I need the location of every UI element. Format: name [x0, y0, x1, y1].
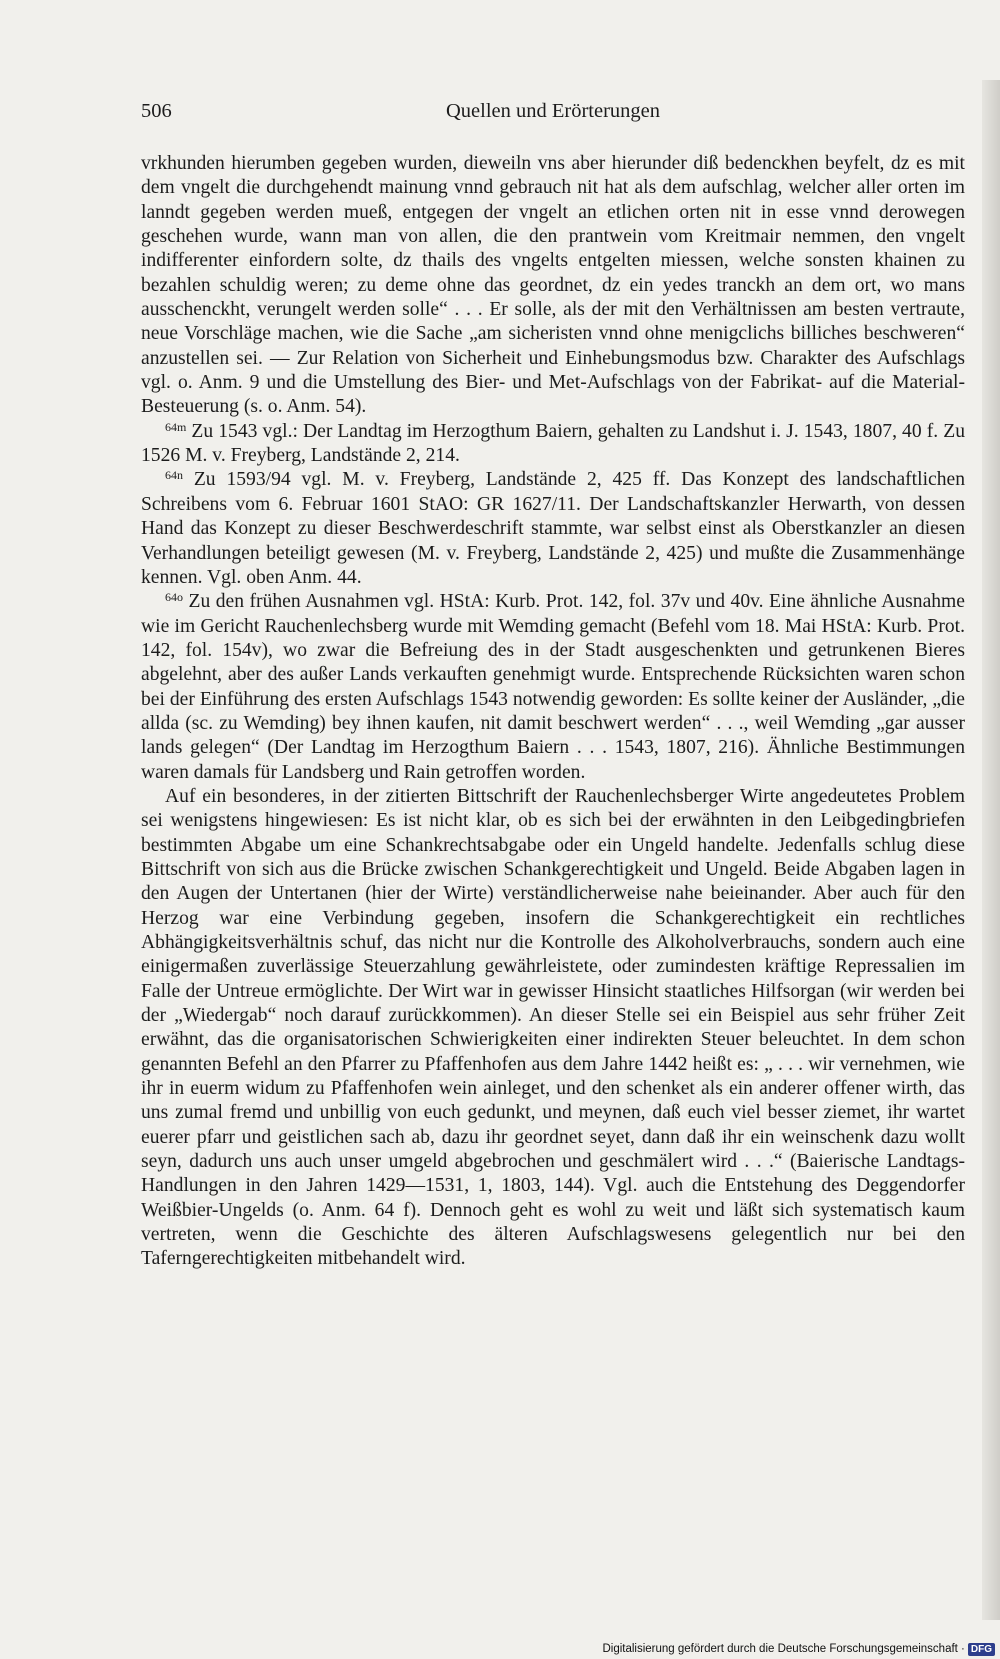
page-number: 506 [141, 100, 172, 122]
paragraph-main [141, 785, 965, 1272]
dfg-logo: DFG [968, 1643, 995, 1656]
footnote-marker: 64n [165, 468, 183, 483]
page-edge-shadow [982, 80, 1000, 1620]
footnote-text: Zu 1543 vgl.: Der Landtag im Herzogthum Baiern, gehalten zu Landshut i. J. 1543, 1807, 40 f. Zu 1526 M. v. Freyberg, Landstände 2, 214. [141, 420, 965, 467]
footnote-marker: 64m [165, 419, 187, 434]
paragraph-text: Auf ein besonderes, in der zitierten Bittschrift der Rauchenlechsberger Wirte angedeutetes Problem sei wenigstens hingewiesen: Es ist nicht klar, ob es sich bei der erwähnten in den Leibgedingbriefen bestimmten Abgabe um eine Schankrechtsabgabe oder ein Ungeld handelte. Jedenfalls schlug diese Bittschrift von sich aus die Brücke zwischen Schankgerechtigkeit und Ungeld. Beide Abgaben lagen in den Augen der Untertanen (hier der Wirte) verständlicherweise nahe beieinander. Aber auch für den Herzog war eine Verbindung gegeben, insofern die Schankgerechtigkeit ein rechtliches Abhängigkeitsverhältnis schuf, das nicht nur die Kontrolle des Alkoholverbrauchs, sondern auch eine einigermaßen zuverlässige Steuerzahlung gewährleistete, oder zumindesten kräftige Repressalien im Falle der Untreue ermöglichte. Der Wirt war in gewisser Hinsicht staatliches Hilfsorgan (wir werden bei der „Wiedergab“ noch darauf zurückkommen). An dieser Stelle sei ein Beispiel aus sehr früher Zeit erwähnt, das die organisatorischen Schwierigkeiten einer indirekten Steuer beleuchtet. In dem schon genannten Befehl an den Pfarrer zu Pfaffenhofen aus dem Jahre 1442 heißt es: „ . . . wir vernehmen, wie ihr in euerm widum zu Pfaffenhofen wein ainleget, und den schenket als ein anderer offener wirth, das uns zumal fremd und unbillig von euch gedunkt, und meynen, daß euch viel besser ziemet, ihr wartet euerer pfarr und geistlichen sach ab, dazu ihr geordnet seyet, dann daß ihr ein weinschenk dazu wollt seyn, dadurch uns auch unser umgeld abgebrochen und geschmälert wird . . .“ (Baierische Landtags-Handlungen in den Jahren 1429—1531, 1, 1803, 144). Vgl. auch die Entstehung des Deggendorfer Weißbier-Ungelds (o. Anm. 64 f). Dennoch geht es wohl zu weit und läßt sich systematisch kaum vertreten, wenn die Geschichte des älteren Aufschlagswesens gelegentlich nur bei den Taferngerechtigkeiten mitbehandelt wird. [141, 785, 965, 1270]
body-text [141, 152, 965, 1272]
running-title: Quellen und Erörterungen [445, 100, 661, 122]
footnote-text: Zu den frühen Ausnahmen vgl. HStA: Kurb. Prot. 142, fol. 37v und 40v. Eine ähnliche Ausnahme wie im Gericht Rauchenlechsberg wurde mit Wemding gemacht (Befehl vom 18. Mai HStA: Kurb. Prot. 142, fol. 154v), wo zwar die Befreiung des in der Stadt ausgeschenkten und getrunkenen Bieres abgelehnt, aber des außer Lands verkauften genehmigt wurde. Entsprechende Rücksichten waren schon bei der Einführung des ersten Aufschlags 1543 notwendig geworden: Es sollte keiner der Ausländer, „die allda (sc. zu Wemding) bey ihnen kaufen, nit damit beschwert werden“ . . ., weil Wemding „gar ausser lands gelegen“ (Der Landtag im Herzogthum Baiern . . . 1543, 1807, 216). Ähnliche Bestimmungen waren damals für Landsberg und Rain getroffen worden. [141, 591, 965, 783]
page-header [141, 96, 965, 126]
footnote-text: Zu 1593/94 vgl. M. v. Freyberg, Landstände 2, 425 ff. Das Konzept des landschaftlichen Schreibens vom 6. Februar 1601 StAO: GR 1627/11. Der Landschaftskanzler Herwarth, von dessen Hand das Konzept zu dieser Beschwerdeschrift stammte, war selbst einst als Oberstkanzler an diesen Verhandlungen beteiligt gewesen (M. v. Freyberg, Landstände 2, 425) und mußte die Zusammenhänge kennen. Vgl. oben Anm. 44. [141, 469, 965, 588]
digitization-credit [602, 1642, 995, 1656]
footnote-marker: 64o [165, 590, 183, 605]
footnote-64o [141, 590, 965, 785]
paragraph-text: vrkhunden hierumben gegeben wurden, dieweiln vns aber hierunder diß bedenckhen beyfelt, dz es mit dem vngelt die durchgehendt mainung vnnd gebrauch nit hat als dem aufschlag, welcher aller orten im lanndt gegeben werden mueß, entgegen der vngelt an etlichen orten nit in esse vnnd derowegen geschehen wurde, wann man von allen, die den prantwein vom Kreitmair nemmen, den vngelt indifferenter einfordern solte, dz thails des vngelts entgelten miessen, welche sonsten khainen zu bezahlen schuldig weren; zu deme ohne das geordnet, dz ein yedes tranckh an dem ort, wo mans ausschenckht, verungelt werden solle“ . . . Er solle, als der mit den Verhältnissen am besten vertraute, neue Vorschläge machen, wie die Sache „am sicheristen vnnd ohne menigclichs billiches beschweren“ anzustellen sei. — Zur Relation von Sicherheit und Einhebungsmodus bzw. Charakter des Aufschlags vgl. o. Anm. 9 und die Umstellung des Bier- und Met-Aufschlags von der Fabrikat- auf die Material-Besteuerung (s. o. Anm. 54). [141, 153, 965, 418]
paragraph-continuation [141, 152, 965, 420]
footnote-64m [141, 420, 965, 469]
credit-text: Digitalisierung gefördert durch die Deutsche Forschungsgemeinschaft · [602, 1643, 965, 1655]
footnote-64n [141, 468, 965, 590]
